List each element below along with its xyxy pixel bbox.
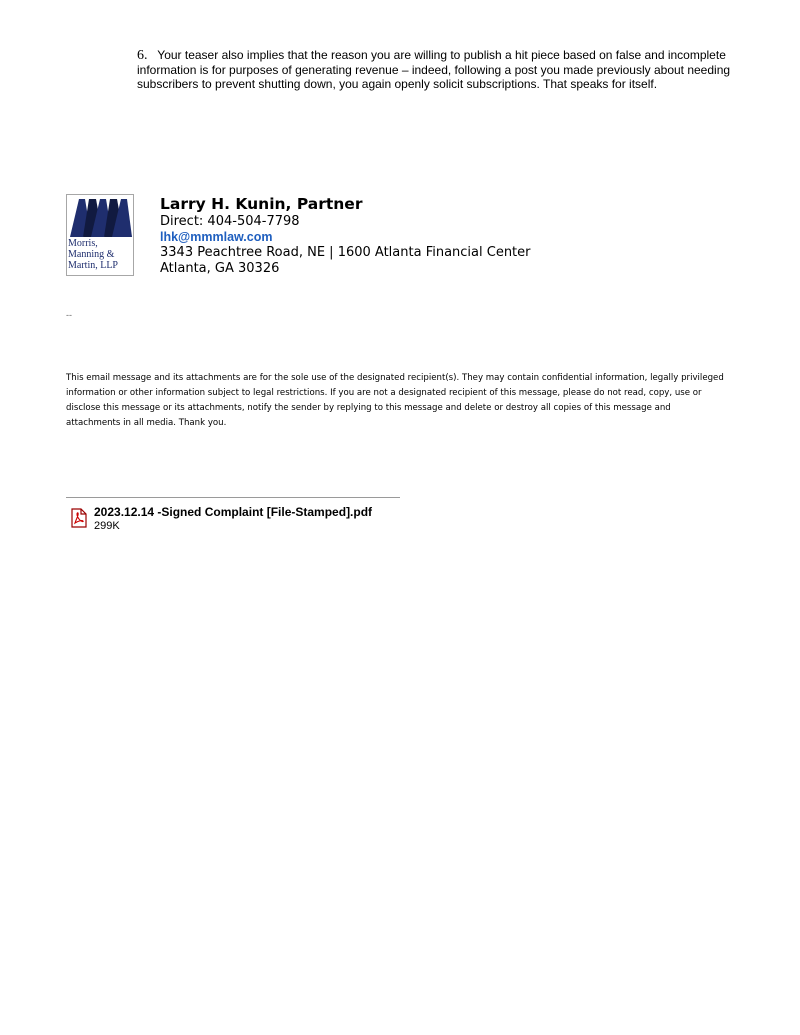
signature-email-link[interactable]: lhk@mmmlaw.com (160, 230, 273, 244)
pdf-file-icon[interactable] (70, 508, 88, 528)
attachment-divider (66, 497, 400, 498)
signature-separator: -- (66, 310, 72, 320)
paragraph-text: Your teaser also implies that the reason you are willing to publish a hit piece based on false and incomplete information is for purposes of generating revenue – indeed, following a post you made previously about needing subscribers to prevent shutting down, you again openly solicit subscriptions. That speaks for itself. (137, 48, 731, 91)
logo-firm-name: Morris, Manning & Martin, LLP (68, 238, 118, 271)
paragraph-number: 6. (137, 48, 148, 63)
confidentiality-disclaimer: This email message and its attachments are for the sole use of the designated recipient(s). They may contain confidential information, legally privileged information or other information subject to legal restrictions. If you are not a designated recipient of this message, please do not read, copy, use or disclose this message or its attachments, notify the sender by replying to this message and delete or destroy all copies of this message and attachments in all media. Thank you. (66, 373, 724, 428)
attachment-size: 299K (94, 520, 120, 532)
signature-address-line1: 3343 Peachtree Road, NE | 1600 Atlanta Financial Center (160, 245, 531, 260)
attachment-filename[interactable]: 2023.12.14 -Signed Complaint [File-Stamped].pdf (94, 505, 373, 519)
email-signature (160, 195, 531, 277)
signature-direct-phone: Direct: 404-504-7798 (160, 214, 300, 229)
firm-logo (66, 194, 134, 276)
signature-name: Larry H. Kunin, Partner (160, 195, 363, 213)
mmm-logo-mark (69, 197, 133, 237)
numbered-paragraph (137, 48, 737, 91)
signature-address-line2: Atlanta, GA 30326 (160, 261, 280, 276)
